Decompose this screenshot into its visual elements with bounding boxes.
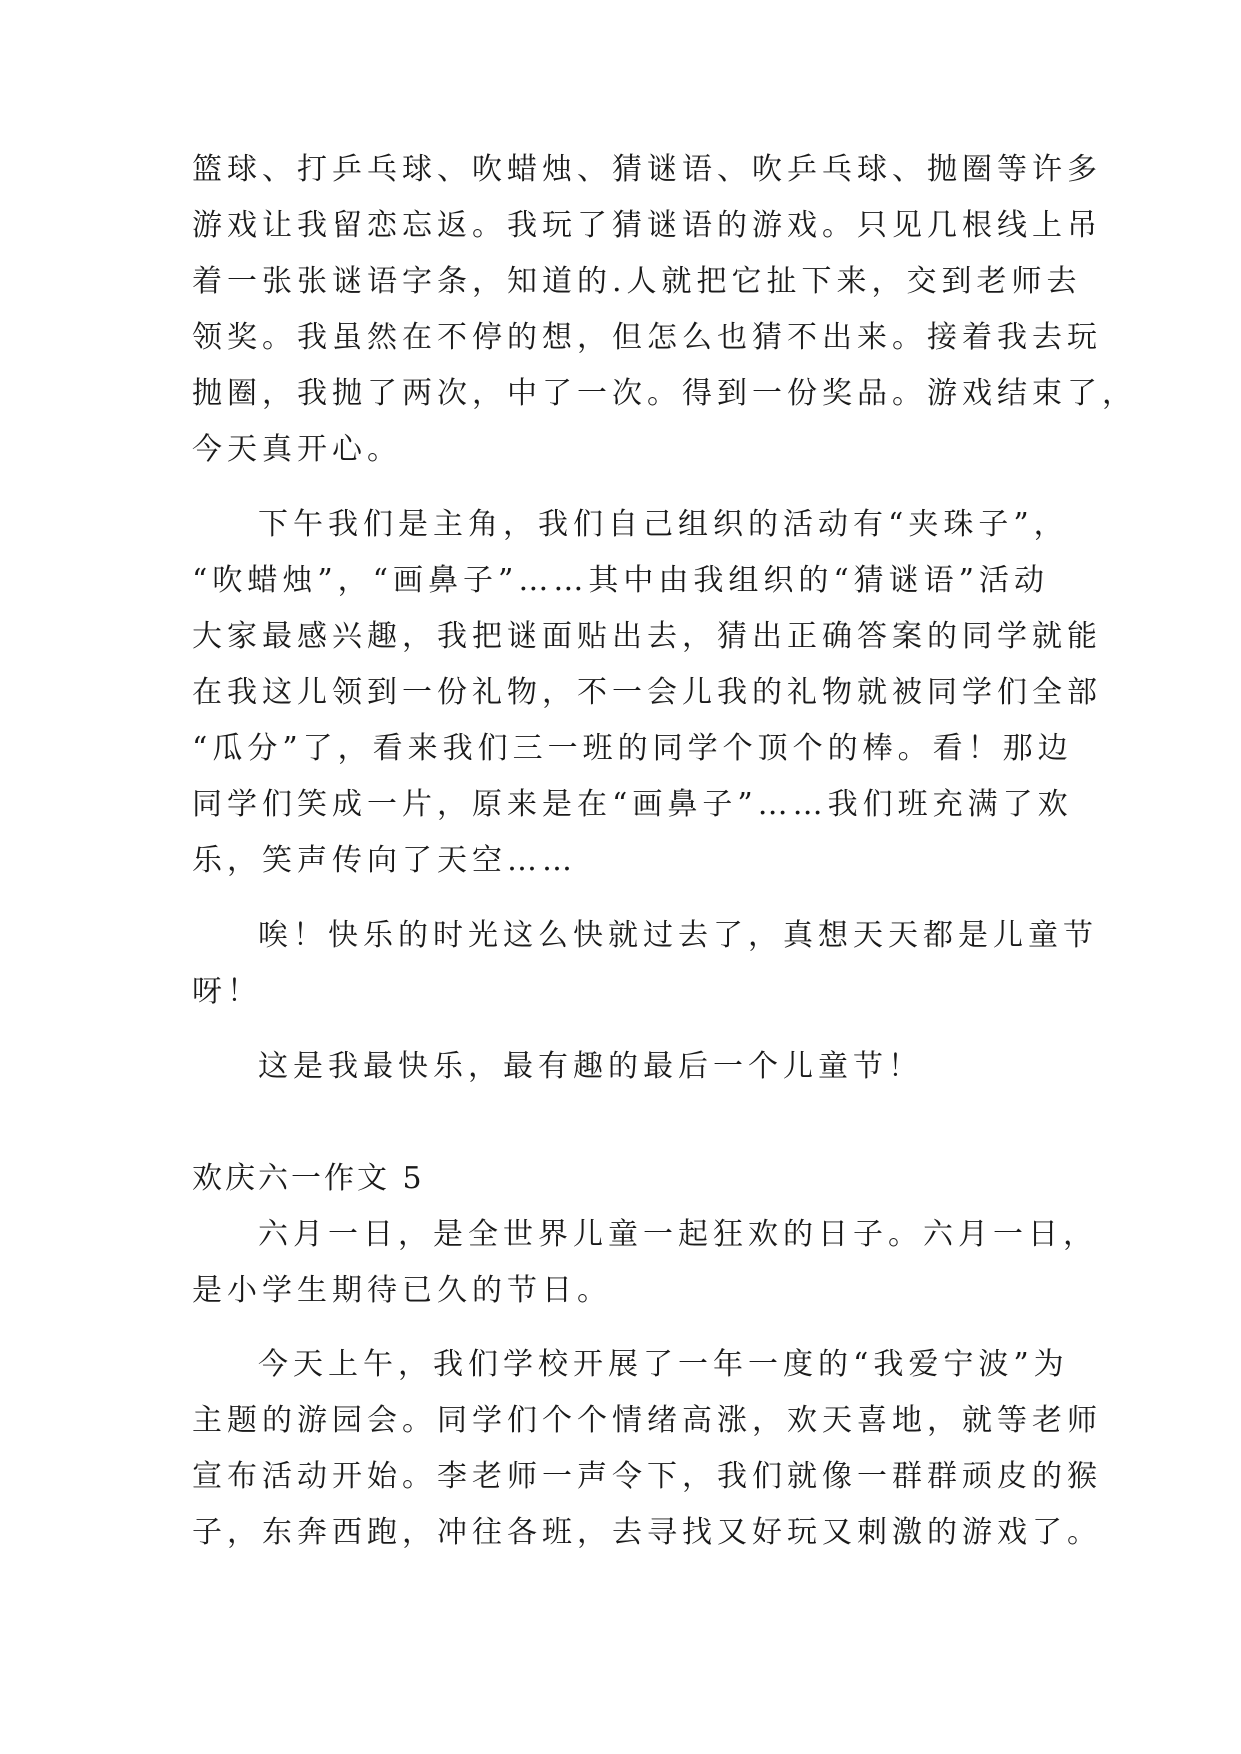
paragraph-line: 着一张张谜语字条，知道的.人就把它扯下来，交到老师去 [192,264,1082,299]
paragraph-line: 在我这儿领到一份礼物，不一会儿我的礼物就被同学们全部 [192,675,1102,710]
paragraph-line: 乐，笑声传向了天空…… [192,843,577,878]
paragraph-line: 主题的游园会。同学们个个情绪高涨，欢天喜地，就等老师 [192,1403,1102,1438]
paragraph-line: 宣布活动开始。李老师一声令下，我们就像一群群顽皮的猴 [192,1459,1102,1494]
paragraph-first-line: 这是我最快乐，最有趣的最后一个儿童节！ [258,1049,923,1084]
paragraph-line: “瓜分”了，看来我们三一班的同学个顶个的棒。看！那边 [192,731,1073,766]
paragraph-line: 游戏让我留恋忘返。我玩了猜谜语的游戏。只见几根线上吊 [192,208,1102,243]
essay-title: 欢庆六一作文 5 [192,1161,425,1196]
paragraph-line: 是小学生期待已久的节日。 [192,1273,612,1308]
paragraph-line: 篮球、打乒乓球、吹蜡烛、猜谜语、吹乒乓球、抛圈等许多 [192,152,1102,187]
paragraph-line: 领奖。我虽然在不停的想，但怎么也猜不出来。接着我去玩 [192,320,1102,355]
paragraph-line: 同学们笑成一片，原来是在“画鼻子”……我们班充满了欢 [192,787,1073,822]
paragraph-line: 今天真开心。 [192,432,402,467]
paragraph-line: 抛圈，我抛了两次，中了一次。得到一份奖品。游戏结束了， [192,376,1137,411]
paragraph-line: “吹蜡烛”，“画鼻子”……其中由我组织的“猜谜语”活动 [192,563,1050,598]
paragraph-line: 子，东奔西跑，冲往各班，去寻找又好玩又刺激的游戏了。 [192,1515,1102,1550]
paragraph-first-line: 下午我们是主角，我们自己组织的活动有“夹珠子”， [258,507,1069,542]
paragraph-first-line: 今天上午，我们学校开展了一年一度的“我爱宁波”为 [258,1347,1069,1382]
paragraph-line: 呀！ [192,974,262,1009]
paragraph-first-line: 唉！快乐的时光这么快就过去了，真想天天都是儿童节 [258,918,1098,953]
paragraph-line: 大家最感兴趣，我把谜面贴出去，猜出正确答案的同学就能 [192,619,1102,654]
paragraph-first-line: 六月一日，是全世界儿童一起狂欢的日子。六月一日， [258,1217,1098,1252]
